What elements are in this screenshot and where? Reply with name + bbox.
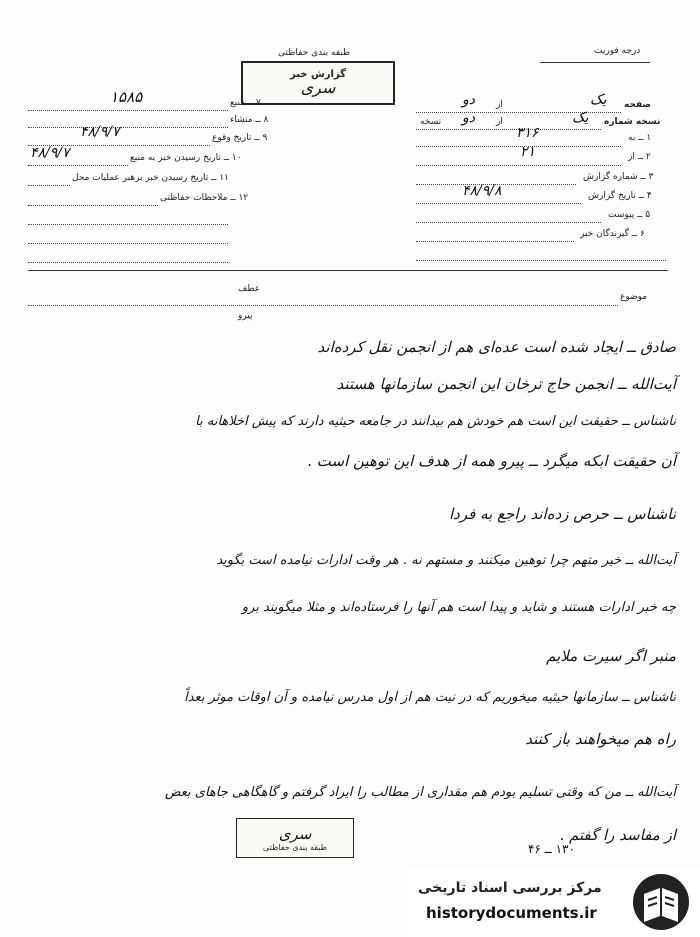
page-of-value: دو (462, 92, 475, 108)
field-attachment-label: ۵ ــ پیوست (608, 210, 651, 220)
footer-stamp-handwriting: سری (278, 824, 312, 843)
field-to-label: ۱ ــ به (628, 133, 652, 143)
copy-value: یک (572, 110, 589, 126)
field-from-value: ۲۱ (520, 144, 536, 160)
field-report-number-label: ۳ ــ شماره گزارش (583, 172, 654, 182)
urgency-label: درجه فوریت (594, 46, 641, 56)
field-news-to-ops-date-label: ۱۱ ــ تاریخ رسیدن خبر برهبر عملیات محل (72, 173, 229, 183)
peyro-label: پیرو (238, 311, 253, 321)
page-value: یک (590, 92, 607, 108)
copy-suffix: نسخه (420, 117, 442, 127)
classification-bottom-label: طبقه بندی حفاظتی (262, 842, 328, 852)
field-to-value: ۳۱۶ (516, 125, 539, 141)
field-security-notes-label: ۱۲ ــ ملاحظات حفاظتی (160, 193, 249, 203)
urgency-line (540, 62, 650, 63)
watermark-logo (404, 868, 700, 937)
body-line: ناشناس ــ حرص زده‌اند راجع به فردا (449, 505, 676, 523)
body-line: صادق ــ ایجاد شده است عده‌ای هم از انجمن نقل کرده‌اند (317, 338, 676, 356)
watermark-url: historydocuments.ir (426, 904, 597, 922)
body-line: آیت‌الله ــ من که وقتی تسلیم بودم هم مقداری از مطالب را ایراد گرفتم و گاهگاهی جاهای بعض (164, 785, 676, 800)
header-divider (28, 270, 668, 271)
stamp-handwriting: سری (300, 78, 336, 97)
report-stamp (241, 61, 395, 105)
body-line: منبر اگر سیرت ملایم (546, 647, 676, 665)
field-news-to-source-date-value: ۴۸/۹/۷ (30, 145, 70, 161)
body-line: چه خبر ادارات هستند و شاید و پیدا است هم آنها را فرستاده‌اند و مثلا میگویند برو (241, 600, 676, 615)
field-occurrence-date-value: ۴۸/۹/۷ (80, 124, 120, 140)
body-line: ناشناس ــ سازمانها حیثیه میخوریم که در نیت هم از اول مدرس نیامده و آن اوقات موثر بعداً (184, 690, 676, 705)
field-news-to-source-date-label: ۱۰ ــ تاریخ رسیدن خبر به منبع (130, 153, 242, 163)
body-line: آیت‌الله ــ خیر متهم چرا توهین میکنند و مستهم نه . هر وقت ادارات نیامده است بگوید (216, 553, 676, 568)
copy-label: نسخه شماره (604, 117, 661, 127)
watermark-title: مرکز بررسی اسناد تاریخی (418, 880, 602, 896)
field-report-date-value: ۴۸/۹/۸ (462, 183, 502, 199)
field-occurrence-date-label: ۹ ــ تاریخ وقوع (212, 133, 268, 143)
classification-top-label: طبقه بندی حفاظتی (278, 48, 351, 58)
field-origin-label: ۸ ــ منشاء (230, 115, 269, 125)
document-code: ۱۳۰ ــ ۴۶ (528, 842, 575, 856)
body-line: آن حقیقت ابکه میگرد ــ پیرو همه از هدف این توهین است . (307, 452, 676, 470)
copy-of-label: از (496, 117, 503, 127)
archive-book-icon (630, 872, 692, 932)
body-line: راه هم میخواهند باز کنند (525, 730, 676, 748)
atf-label: عطف (238, 284, 261, 294)
field-from-label: ۲ ــ از (628, 152, 651, 162)
field-report-date-label: ۴ ــ تاریخ گزارش (588, 191, 652, 201)
subject-line (28, 305, 618, 306)
field-recipients-label: ۶ ــ گیرندگان خبر (580, 229, 645, 239)
subject-label: موضوع (620, 292, 648, 302)
body-line: از مفاسد را گفتم . (559, 826, 676, 844)
footer-stamp (236, 818, 354, 858)
page-of-label: از (496, 100, 503, 110)
body-line: ناشناس ــ حقیقت این است هم خودش هم بیدانند در جامعه حیثیه دارند که پیش اخلاهانه با (195, 414, 676, 429)
copy-of-value: دو (462, 110, 475, 126)
body-line: آیت‌الله ــ انجمن حاج ترخان این انجمن سازمانها هستند (336, 375, 676, 393)
field-source-label: ۷ ــ منبع (230, 98, 261, 108)
stamp-title: گزارش خبر (289, 69, 346, 80)
field-source-value: ۱۵۸۵ (110, 88, 143, 106)
page-label: صفحه (624, 100, 652, 110)
